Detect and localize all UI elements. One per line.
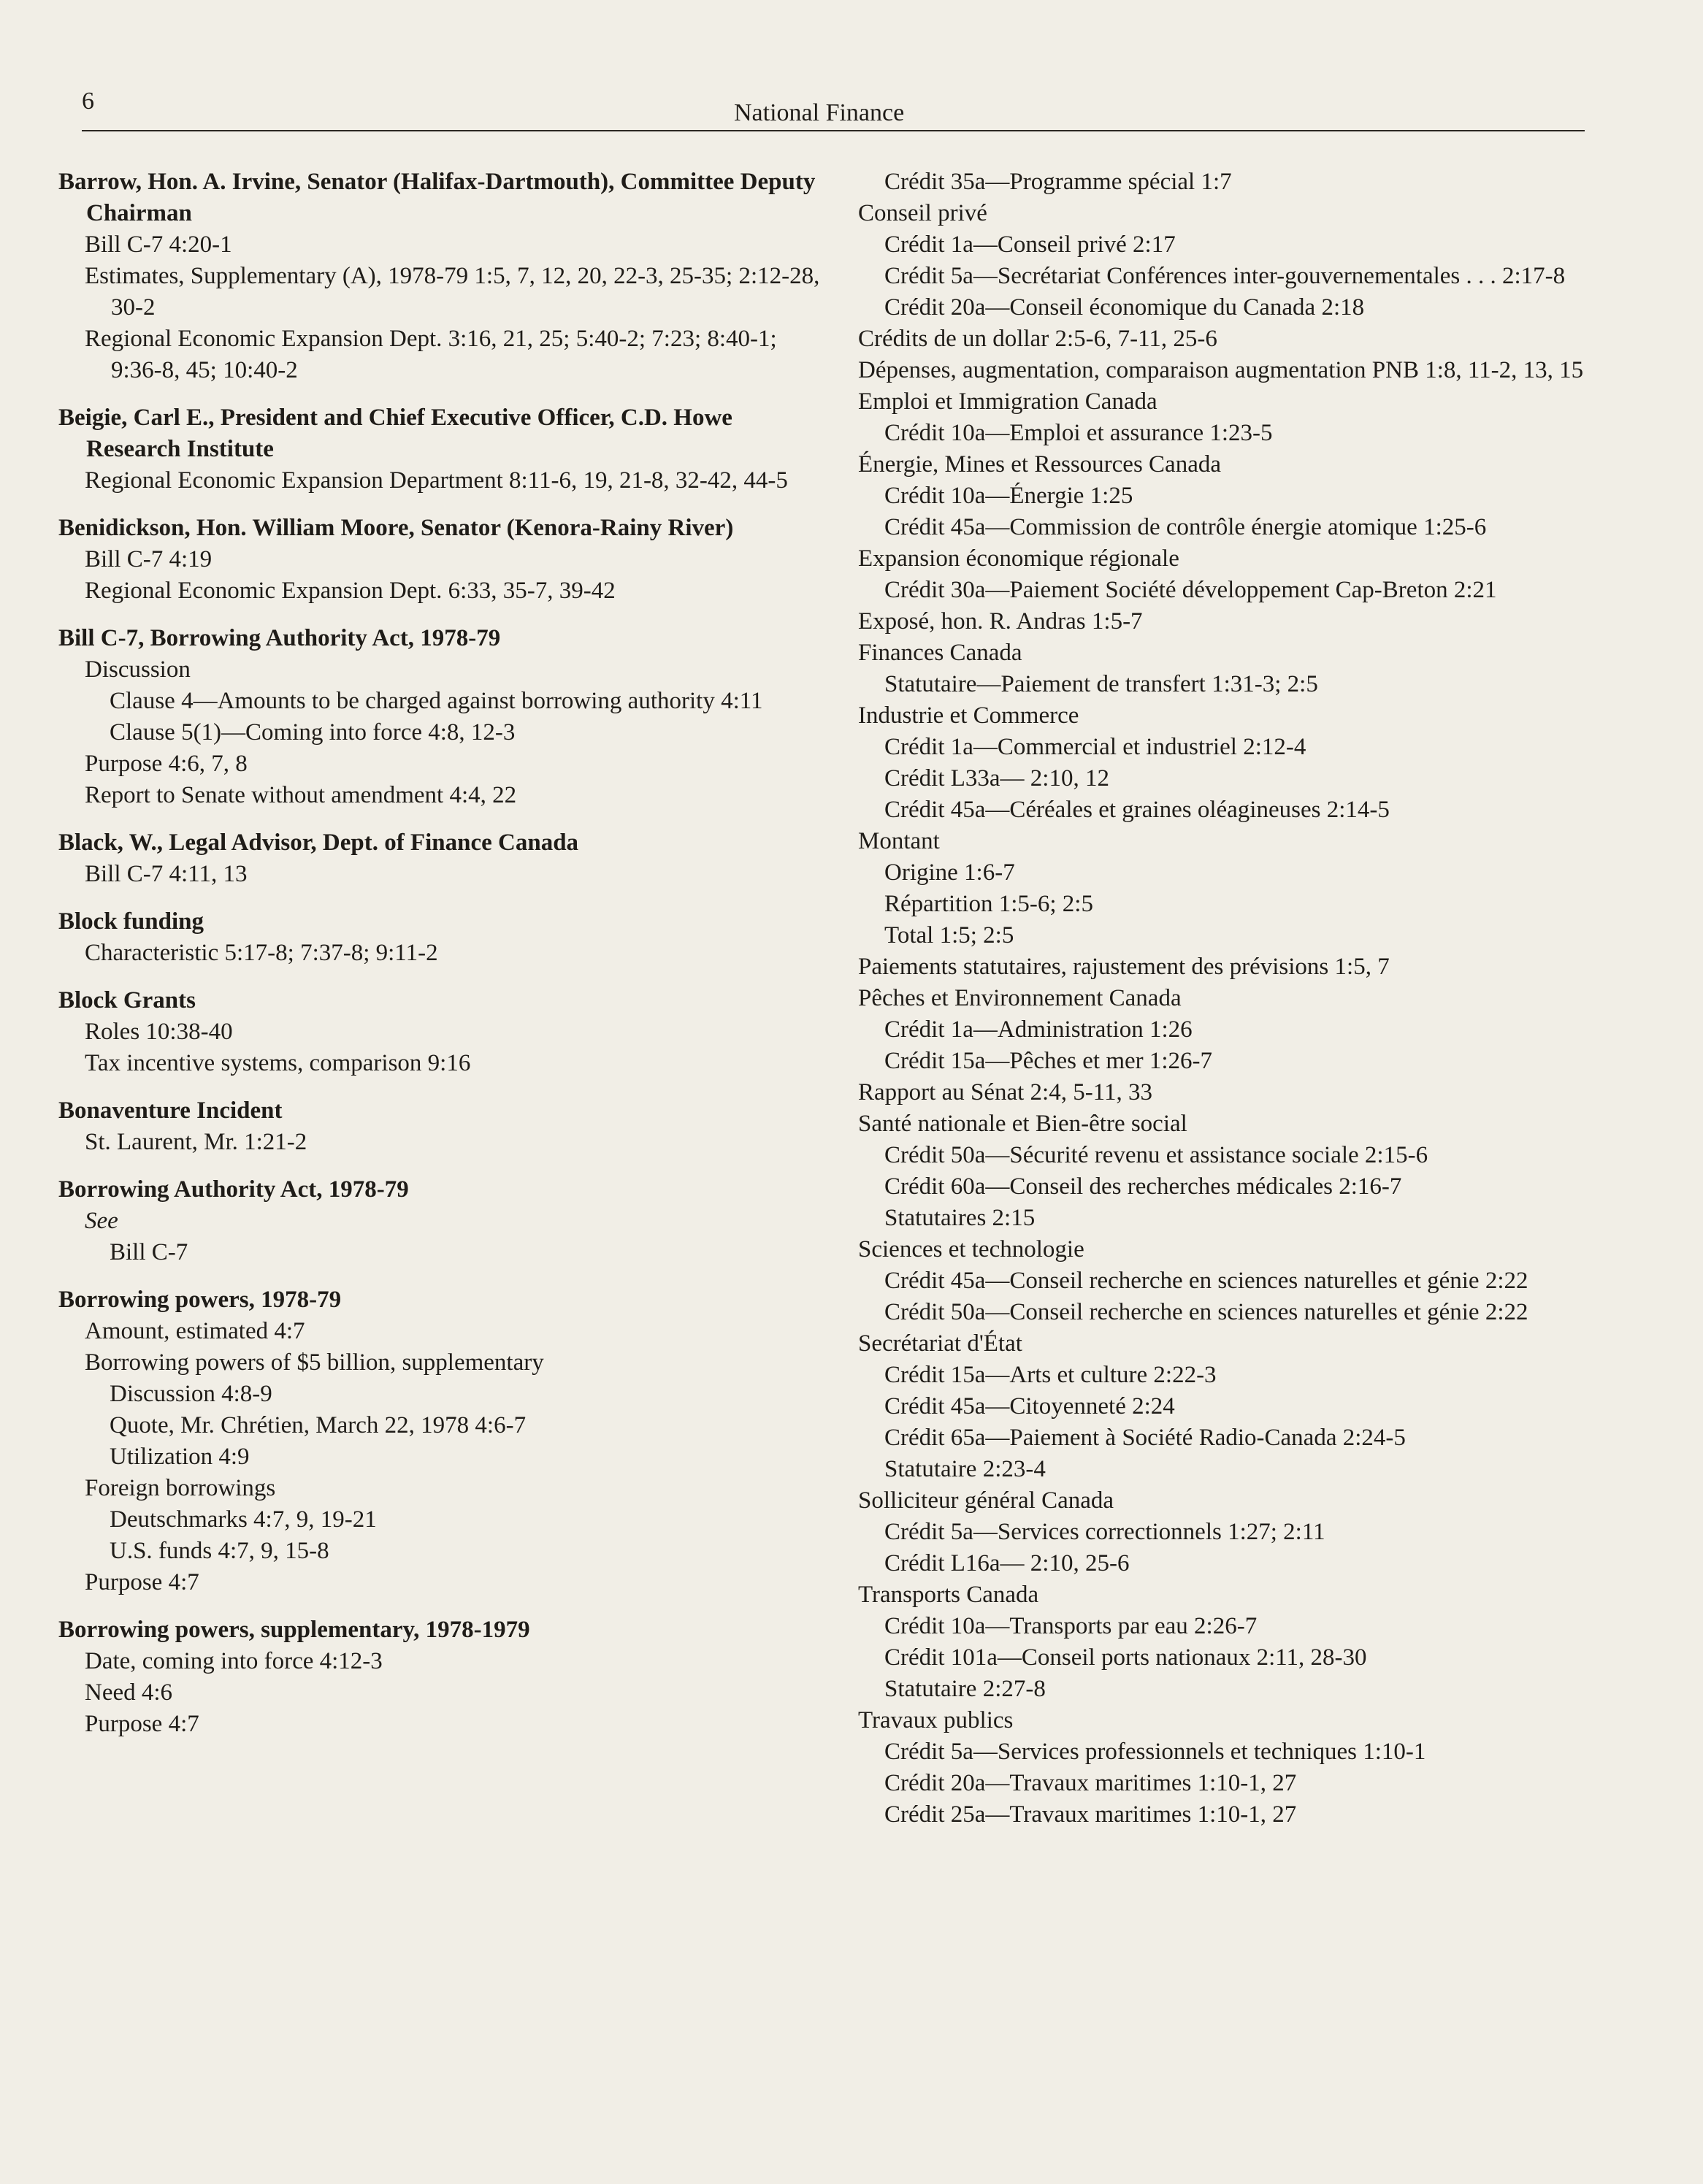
index-subentry: Crédit 10a—Énergie 1:25: [884, 483, 1133, 509]
index-subentry: Crédit 60a—Conseil des recherches médicales 2:16-7: [884, 1173, 1402, 1200]
index-column-left: [58, 166, 825, 1756]
index-subentry: Crédit 20a—Conseil économique du Canada 2:18: [884, 294, 1365, 321]
index-subentry: Amount, estimated 4:7: [85, 1318, 305, 1344]
index-heading: Barrow, Hon. A. Irvine, Senator (Halifax-Dartmouth), Committee Deputy Chairman: [58, 169, 816, 226]
index-subentry: Statutaire 2:27-8: [884, 1676, 1046, 1702]
index-subentry: Discussion 4:8-9: [110, 1381, 272, 1407]
index-heading: Benidickson, Hon. William Moore, Senator (Kenora-Rainy River): [58, 515, 734, 541]
index-entry: [58, 1174, 825, 1268]
index-subentry: U.S. funds 4:7, 9, 15-8: [110, 1538, 329, 1564]
index-subheading: Montant: [858, 828, 940, 854]
index-subentry: Foreign borrowings: [85, 1475, 276, 1501]
index-heading: Borrowing powers, 1978-79: [58, 1287, 342, 1313]
index-subheading: Paiements statutaires, rajustement des prévisions 1:5, 7: [858, 954, 1390, 980]
index-subentry: Date, coming into force 4:12-3: [85, 1648, 383, 1674]
index-subentry: Need 4:6: [85, 1679, 173, 1706]
index-subentry: Clause 5(1)—Coming into force 4:8, 12-3: [110, 719, 516, 746]
index-subentry: Crédit L16a— 2:10, 25-6: [884, 1550, 1130, 1576]
index-subentry: Report to Senate without amendment 4:4, 22: [85, 782, 517, 808]
index-subentry: Estimates, Supplementary (A), 1978-79 1:5, 7, 12, 20, 22-3, 25-35; 2:12-28, 30-2: [85, 263, 820, 321]
index-subentry: Crédit 35a—Programme spécial 1:7: [884, 169, 1232, 195]
index-heading: Block funding: [58, 908, 204, 935]
index-subheading: Solliciteur général Canada: [858, 1487, 1114, 1514]
index-subentry: Crédit 45a—Conseil recherche en sciences naturelles et génie 2:22: [884, 1268, 1528, 1294]
index-subentry: Crédit 1a—Administration 1:26: [884, 1016, 1193, 1043]
index-subentry: Crédit 50a—Conseil recherche en sciences naturelles et génie 2:22: [884, 1299, 1528, 1325]
index-subentry: Deutschmarks 4:7, 9, 19-21: [110, 1506, 377, 1533]
index-subentry: Bill C-7 4:11, 13: [85, 861, 248, 887]
index-subentry: Discussion: [85, 656, 191, 683]
index-subentry: Bill C-7: [110, 1239, 188, 1265]
index-subheading: Dépenses, augmentation, comparaison augmentation PNB 1:8, 11-2, 13, 15: [858, 357, 1584, 383]
index-subentry: Crédit 101a—Conseil ports nationaux 2:11, 28-30: [884, 1644, 1367, 1671]
index-subheading: Sciences et technologie: [858, 1236, 1084, 1262]
index-subentry: Crédit 45a—Commission de contrôle énergie atomique 1:25-6: [884, 514, 1487, 540]
header-rule: [82, 130, 1585, 131]
index-subentry: Crédit 1a—Commercial et industriel 2:12-4: [884, 734, 1306, 760]
index-subentry: Crédit 65a—Paiement à Société Radio-Canada 2:24-5: [884, 1425, 1406, 1451]
index-subentry: Regional Economic Expansion Department 8:11-6, 19, 21-8, 32-42, 44-5: [85, 467, 788, 494]
index-subentry: Total 1:5; 2:5: [884, 922, 1014, 949]
index-heading: Bill C-7, Borrowing Authority Act, 1978-79: [58, 625, 501, 651]
index-subentry: Crédit 5a—Services professionnels et techniques 1:10-1: [884, 1739, 1426, 1765]
index-subentry: Regional Economic Expansion Dept. 3:16, 21, 25; 5:40-2; 7:23; 8:40-1; 9:36-8, 45; 10:40-2: [85, 326, 777, 383]
page-number: 6: [82, 88, 94, 115]
index-subentry: Crédit 10a—Emploi et assurance 1:23-5: [884, 420, 1273, 446]
index-subheading: Expansion économique régionale: [858, 545, 1179, 572]
index-entry: [58, 827, 825, 890]
index-subheading: Énergie, Mines et Ressources Canada: [858, 451, 1221, 478]
index-subentry: Roles 10:38-40: [85, 1019, 233, 1045]
index-subentry: Crédit 5a—Services correctionnels 1:27; 2:11: [884, 1519, 1325, 1545]
index-subentry: Crédit 5a—Secrétariat Conférences inter-gouvernementales . . . 2:17-8: [884, 263, 1566, 289]
index-entry: [58, 906, 825, 969]
index-subentry: St. Laurent, Mr. 1:21-2: [85, 1129, 307, 1155]
index-entry: [58, 402, 825, 497]
index-subentry: Bill C-7 4:20-1: [85, 231, 232, 258]
index-subentry: Regional Economic Expansion Dept. 6:33, 35-7, 39-42: [85, 578, 616, 604]
index-subheading: Conseil privé: [858, 200, 987, 226]
index-heading: Borrowing Authority Act, 1978-79: [58, 1176, 409, 1203]
index-subentry: Crédit 50a—Sécurité revenu et assistance sociale 2:15-6: [884, 1142, 1428, 1168]
index-entry: [58, 513, 825, 607]
index-subheading: Pêches et Environnement Canada: [858, 985, 1182, 1011]
index-subentry: Utilization 4:9: [110, 1444, 250, 1470]
index-subentry: Répartition 1:5-6; 2:5: [884, 891, 1093, 917]
index-subentry: Purpose 4:7: [85, 1711, 199, 1737]
index-subentry: Clause 4—Amounts to be charged against borrowing authority 4:11: [110, 688, 763, 714]
index-subentry: Tax incentive systems, comparison 9:16: [85, 1050, 471, 1076]
index-subheading: Travaux publics: [858, 1707, 1014, 1733]
index-subentry: Crédit 20a—Travaux maritimes 1:10-1, 27: [884, 1770, 1297, 1796]
index-subentry: Crédit 1a—Conseil privé 2:17: [884, 231, 1176, 258]
index-entry: [58, 985, 825, 1079]
index-subentry: Crédit 25a—Travaux maritimes 1:10-1, 27: [884, 1801, 1297, 1828]
index-subentry: Purpose 4:7: [85, 1569, 199, 1595]
index-subentry: Characteristic 5:17-8; 7:37-8; 9:11-2: [85, 940, 438, 966]
index-subentry: Statutaire—Paiement de transfert 1:31-3; 2:5: [884, 671, 1318, 697]
index-subentry: Bill C-7 4:19: [85, 546, 213, 572]
index-subheading: Secrétariat d'État: [858, 1330, 1022, 1357]
index-entry: [58, 623, 825, 811]
index-subentry: Quote, Mr. Chrétien, March 22, 1978 4:6-7: [110, 1412, 527, 1438]
index-subentry: Crédit L33a— 2:10, 12: [884, 765, 1109, 792]
index-column-right: [858, 166, 1596, 1831]
index-subheading: Rapport au Sénat 2:4, 5-11, 33: [858, 1079, 1152, 1106]
index-entry: [58, 1614, 825, 1740]
index-subheading: Transports Canada: [858, 1582, 1039, 1608]
index-heading: Black, W., Legal Advisor, Dept. of Finance Canada: [58, 829, 579, 856]
index-subheading: Emploi et Immigration Canada: [858, 388, 1157, 415]
index-entry: [58, 166, 825, 386]
index-subheading: Santé nationale et Bien-être social: [858, 1111, 1187, 1137]
index-entry: [58, 1284, 825, 1598]
index-subentry: Purpose 4:6, 7, 8: [85, 751, 248, 777]
index-subheading: Exposé, hon. R. Andras 1:5-7: [858, 608, 1143, 635]
index-subentry: Crédit 15a—Pêches et mer 1:26-7: [884, 1048, 1213, 1074]
index-subentry: Crédit 30a—Paiement Société développement Cap-Breton 2:21: [884, 577, 1497, 603]
see-reference: See: [85, 1208, 118, 1234]
index-subentry: Crédit 45a—Céréales et graines oléagineuses 2:14-5: [884, 797, 1390, 823]
index-heading: Block Grants: [58, 987, 196, 1014]
running-title: National Finance: [734, 99, 905, 126]
index-subheading: Finances Canada: [858, 640, 1022, 666]
index-heading: Bonaventure Incident: [58, 1097, 283, 1124]
index-subheading: Industrie et Commerce: [858, 702, 1079, 729]
index-subentry: Crédit 10a—Transports par eau 2:26-7: [884, 1613, 1258, 1639]
index-subentry: Statutaire 2:23-4: [884, 1456, 1046, 1482]
index-entry: [58, 1095, 825, 1158]
index-subentry: Crédit 15a—Arts et culture 2:22-3: [884, 1362, 1217, 1388]
index-subentry: Borrowing powers of $5 billion, supplementary: [85, 1349, 544, 1376]
index-subheading: Crédits de un dollar 2:5-6, 7-11, 25-6: [858, 326, 1217, 352]
index-subentry: Statutaires 2:15: [884, 1205, 1036, 1231]
index-subentry: Origine 1:6-7: [884, 859, 1015, 886]
index-subentry: Crédit 45a—Citoyenneté 2:24: [884, 1393, 1175, 1419]
index-heading: Borrowing powers, supplementary, 1978-1979: [58, 1617, 530, 1643]
index-heading: Beigie, Carl E., President and Chief Executive Officer, C.D. Howe Research Institute: [58, 405, 732, 462]
